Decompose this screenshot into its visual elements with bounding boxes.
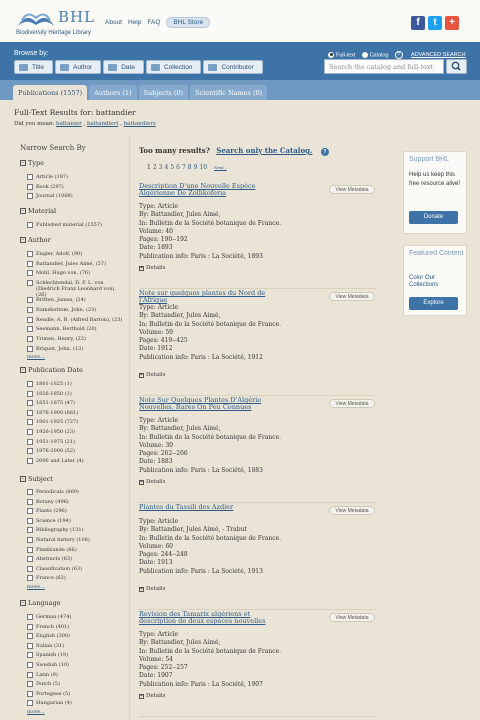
checkbox[interactable] [27, 499, 33, 505]
facet-option-label: Natural history (108) [36, 537, 90, 543]
results-title: Full-Text Results for: battandier [14, 108, 136, 117]
search-catalog-link[interactable]: Search only the Catalog. [216, 146, 313, 155]
metadata-line: Volume: 30 [139, 441, 173, 449]
suggestion-link[interactable]: battandiers [123, 121, 156, 127]
facet-title-label: Type [28, 159, 45, 167]
metadata-line: By: Battandier, Jules Aimé, - Trabut [139, 526, 247, 534]
checkbox[interactable] [27, 662, 33, 668]
support-title: Support BHL [409, 156, 450, 163]
facet-more-link[interactable]: more... [27, 709, 45, 715]
facet-option[interactable] [27, 652, 127, 658]
checkbox[interactable] [27, 419, 33, 425]
metadata-line: By: Battandier, Jules Aimé, [139, 639, 221, 647]
facet-option-label: Italian (31) [36, 642, 65, 649]
metadata-line: By: Battandier, Jules Aimé, [139, 312, 221, 320]
checkbox[interactable] [27, 184, 33, 190]
facet-option-label: Spanish (19) [36, 652, 69, 659]
collapse-toggle-icon[interactable]: − [21, 367, 25, 373]
suggestion-link[interactable]: battandiert [86, 121, 119, 127]
support-box [403, 151, 467, 234]
metadata-line: In: Bulletin de la Société botanique de France. [139, 320, 282, 328]
help-icon[interactable]: ? [395, 51, 403, 59]
checkbox[interactable] [27, 508, 33, 514]
collection-icon [151, 64, 160, 71]
result-metadata [139, 203, 281, 261]
browse-label: Browse by: [14, 50, 49, 57]
facet-option[interactable] [27, 681, 127, 687]
checkbox[interactable] [27, 672, 33, 678]
metadata-line: Date: 1912 [139, 345, 173, 353]
facet-option[interactable] [27, 527, 127, 533]
checkbox[interactable] [27, 527, 33, 533]
facet-option[interactable] [27, 691, 127, 697]
facet-option-label: Schlechtendal, D. F. L. von (Diedrich Franz Leonhard von), (26) [36, 280, 117, 299]
facet-option-label: 1876-1900 (661) [36, 409, 79, 416]
contributor-icon [208, 64, 217, 71]
search-scope [328, 51, 403, 59]
browse-button-label: Collection [163, 63, 193, 71]
facet-subject-heading[interactable] [20, 475, 53, 483]
facet-title-label: Author [28, 236, 51, 244]
facet-option-label: Periodicals (869) [36, 489, 79, 495]
facet-option[interactable] [27, 184, 127, 190]
facet-option-label: Plantkunde (86) [36, 546, 77, 553]
facet-option-label: Book (297) [36, 183, 64, 190]
metadata-line: In: Bulletin de la Société botanique de France. [139, 534, 282, 542]
view-metadata-button[interactable]: View Metadata [329, 506, 375, 515]
metadata-line: Date: 1883 [139, 458, 173, 466]
too-many-results [139, 146, 329, 156]
checkbox[interactable] [27, 261, 33, 267]
result-title-link[interactable]: Note sur quelques plantes du Nord de l'Afrique [139, 289, 266, 304]
facet-option[interactable] [27, 270, 127, 276]
facet-option[interactable] [27, 566, 127, 572]
page-4-link[interactable]: 4 [164, 164, 169, 171]
radio-unselected-icon [362, 52, 368, 58]
did-you-mean: Did you mean: battanier , battandiert , battandiers [14, 121, 156, 127]
browse-buttons [14, 60, 263, 74]
metadata-line: By: Battandier, Jules Aimé, [139, 211, 221, 219]
facet-option[interactable] [27, 280, 127, 298]
checkbox[interactable] [27, 193, 33, 199]
metadata-line: Type: Article [139, 631, 179, 638]
facet-title-label: Language [28, 599, 61, 607]
result-title-link[interactable]: Note Sur Quelques Plantes D'Algérie Nouvelles, Rares On Peu Connues [139, 396, 262, 411]
facet-option-label: Ramsbottom, John, (23) [36, 306, 97, 313]
browse-button-label: Contributor [221, 63, 254, 71]
details-label: Details [146, 479, 166, 485]
facet-option[interactable] [27, 518, 127, 524]
checkbox[interactable] [27, 458, 33, 464]
page-5-link[interactable]: 5 [170, 164, 175, 171]
metadata-line: Publication info: Paris : La Société, 1893 [139, 252, 263, 260]
details-label: Details [146, 372, 166, 378]
facet-option-label: Swedish (10) [36, 662, 70, 668]
facet-option-label: Published material (1557) [36, 222, 102, 228]
nav-help[interactable]: Help [128, 19, 142, 26]
facet-more-link[interactable]: more... [27, 354, 45, 361]
facet-option[interactable] [27, 448, 127, 454]
view-metadata-button[interactable]: View Metadata [329, 292, 375, 301]
facet-option-label: Seemann, Berthold (20) [36, 326, 97, 333]
twitter-icon[interactable]: t [428, 16, 442, 30]
checkbox[interactable] [27, 317, 33, 323]
page-3-link[interactable]: 3 [158, 164, 163, 171]
checkbox[interactable] [27, 575, 33, 581]
facet-option[interactable] [27, 336, 127, 342]
details-label: Details [146, 265, 166, 271]
facet-option-label: Portugese (5) [36, 690, 71, 697]
metadata-line: In: Bulletin de la Société botanique de France. [139, 647, 282, 655]
checkbox[interactable] [27, 400, 33, 406]
facet-option[interactable] [27, 458, 127, 464]
featured-link[interactable]: Color Our Collections [409, 275, 439, 288]
too-many-label: Too many results? [139, 146, 210, 155]
next-page-link[interactable]: Next › [214, 165, 227, 170]
checkbox[interactable] [27, 633, 33, 639]
details-toggle[interactable] [139, 372, 166, 378]
result-metadata [139, 417, 281, 475]
radio-fulltext-label: Full-text [336, 52, 356, 59]
checkbox[interactable] [27, 326, 33, 332]
facet-option-label: English (300) [36, 633, 71, 640]
checkbox[interactable] [27, 489, 33, 495]
facet-option-label: 1951-1975 (21) [36, 438, 75, 445]
details-toggle[interactable] [139, 693, 166, 699]
metadata-line: Volume: 59 [139, 328, 173, 336]
checkbox[interactable] [27, 346, 33, 352]
facet-option-label: Latin (9) [36, 671, 58, 678]
result-item [139, 290, 377, 396]
expand-plus-icon: + [140, 585, 143, 592]
facet-option-label: 1851-1875 (47) [36, 400, 75, 407]
radio-catalog-label: Catalog [369, 52, 389, 59]
checkbox[interactable] [27, 429, 33, 435]
checkbox[interactable] [27, 537, 33, 543]
result-title-link[interactable]: Plantes du Tassili des Azdjer [139, 503, 234, 511]
facet-option[interactable] [27, 662, 127, 668]
facet-option[interactable] [27, 537, 127, 543]
nav-faq[interactable]: FAQ [147, 19, 161, 26]
metadata-line: Date: 1907 [139, 672, 173, 680]
metadata-line: By: Battandier, Jules Aimé, [139, 425, 221, 433]
facet-option-label: Bibliography (131) [36, 527, 84, 534]
result-item [139, 611, 377, 717]
help-icon[interactable]: ? [321, 148, 329, 156]
facet-option-label: Trimen, Henry, (22) [36, 335, 86, 342]
site-header [0, 0, 480, 42]
author-icon [60, 64, 69, 71]
details-toggle[interactable] [139, 586, 166, 592]
date-icon [108, 64, 117, 71]
checkbox[interactable] [27, 174, 33, 180]
browse-author-button[interactable] [55, 60, 101, 74]
facet-option[interactable] [27, 222, 127, 228]
expand-plus-icon: + [140, 371, 143, 378]
checkbox[interactable] [27, 614, 33, 620]
facet-option-label: Journal (1068) [36, 193, 73, 199]
facet-option[interactable] [27, 251, 127, 257]
checkbox[interactable] [27, 700, 33, 706]
facet-option[interactable] [27, 346, 127, 352]
facet-option-label: 2000 and Later (4) [36, 457, 84, 464]
facet-option[interactable] [27, 174, 127, 180]
facet-option-label: Article (187) [36, 174, 69, 180]
metadata-line: Type: Article [139, 304, 179, 311]
facet-option[interactable] [27, 439, 127, 445]
facet-option[interactable] [27, 672, 127, 678]
facet-option-label: Rendle, A. B. (Alfred Barton), (23) [36, 316, 123, 323]
nav-about[interactable]: About [105, 19, 122, 26]
facet-option[interactable] [27, 614, 127, 620]
search-input[interactable]: Search the catalog and full-text [324, 59, 444, 74]
collapse-toggle-icon[interactable]: − [21, 237, 25, 243]
facet-option-label: 1976-2000 (52) [36, 448, 75, 455]
tab-subjects[interactable]: Subjects (0) [139, 85, 189, 100]
collapse-toggle-icon[interactable]: − [21, 476, 25, 482]
checkbox[interactable] [27, 280, 33, 286]
checkbox[interactable] [27, 643, 33, 649]
facet-option-label: France (63) [36, 575, 66, 582]
facet-option[interactable] [27, 643, 127, 649]
checkbox[interactable] [27, 270, 33, 276]
page-10-link[interactable]: 10 [199, 164, 208, 171]
metadata-line: In: Bulletin de la Société botanique de France. [139, 433, 282, 441]
metadata-line: Date: 1913 [139, 559, 173, 567]
browse-collection-button[interactable] [146, 60, 202, 74]
facet-option-label: Briquet, John, (13) [36, 345, 84, 352]
result-item [139, 397, 377, 503]
details-toggle[interactable] [139, 479, 166, 485]
radio-fulltext[interactable] [328, 52, 356, 58]
checkbox[interactable] [27, 566, 33, 572]
facet-option-label: German (474) [36, 614, 72, 620]
metadata-line: Volume: 60 [139, 542, 173, 550]
page-9-link[interactable]: 9 [193, 164, 198, 171]
collapse-toggle-icon[interactable]: − [21, 160, 25, 166]
page-6-link[interactable]: 6 [176, 164, 180, 171]
checkbox[interactable] [27, 547, 33, 553]
browse-button-label: Title [32, 63, 45, 71]
page-7-link[interactable]: 7 [181, 164, 186, 171]
support-text: Help us keep this free resource alive! [409, 172, 461, 187]
facet-option[interactable] [27, 391, 127, 397]
logo-subtitle: Biodiversity Heritage Library [16, 30, 92, 36]
browse-button-label: Date [121, 63, 135, 71]
metadata-line: Publication info: Paris : La Société, 1912 [139, 353, 263, 361]
facet-option-label: 1801-1825 (1) [36, 381, 72, 387]
metadata-line: Publication info: Paris : La Société, 1883 [139, 466, 263, 474]
checkbox[interactable] [27, 251, 33, 257]
result-title-link[interactable]: Revision des Tamarix algériens et description de deux espèces nouvelles [139, 610, 266, 625]
facet-option-label: Britten, James, (24) [36, 297, 86, 304]
result-metadata [139, 631, 281, 689]
details-label: Details [146, 693, 166, 699]
facet-option[interactable] [27, 489, 127, 495]
tab-scientific[interactable]: Scientific Names (0) [190, 85, 267, 100]
result-metadata [139, 518, 281, 576]
result-metadata [139, 304, 281, 362]
checkbox[interactable] [27, 624, 33, 630]
facet-option[interactable] [27, 700, 127, 706]
radio-catalog[interactable] [362, 52, 389, 58]
facet-type-heading[interactable] [20, 159, 44, 167]
details-toggle[interactable] [139, 265, 166, 271]
details-label: Details [146, 586, 166, 592]
explore-button[interactable]: Explore [409, 297, 458, 310]
facet-option[interactable] [27, 297, 127, 303]
metadata-line: Volume: 54 [139, 655, 173, 663]
facet-option-label: Dutch (5) [36, 681, 60, 688]
metadata-line: In: Bulletin de la Société botanique de France. [139, 219, 282, 227]
search-button[interactable] [446, 59, 467, 74]
expand-plus-icon: + [140, 264, 143, 271]
metadata-line: Date: 1893 [139, 244, 173, 252]
browse-contributor-button[interactable] [203, 60, 262, 74]
facet-option[interactable] [27, 193, 127, 199]
facet-option[interactable] [27, 429, 127, 435]
browse-title-button[interactable] [14, 60, 53, 74]
view-metadata-button[interactable]: View Metadata [329, 185, 375, 194]
expand-plus-icon: + [140, 692, 143, 699]
facet-author-heading[interactable] [20, 236, 51, 244]
checkbox[interactable] [27, 336, 33, 342]
facet-option-label: Abstracts (83) [36, 556, 72, 563]
facet-option-label: French (401) [36, 623, 70, 630]
tab-authors[interactable]: Authors (1) [89, 85, 136, 100]
facet-option[interactable] [27, 317, 127, 323]
result-item [139, 504, 377, 610]
featured-title: Featured Content [409, 250, 464, 257]
donate-button[interactable]: Donate [409, 211, 458, 224]
facet-option-label: Classification (63) [36, 565, 82, 572]
facebook-icon[interactable]: f [411, 16, 425, 30]
facet-sidebar [14, 136, 130, 720]
pagination [147, 164, 227, 171]
page-2-link[interactable]: 2 [152, 164, 157, 171]
facet-option[interactable] [27, 633, 127, 639]
checkbox[interactable] [27, 297, 33, 303]
metadata-line: Pages: 419--425 [139, 337, 188, 345]
view-metadata-button[interactable]: View Metadata [329, 399, 375, 408]
facet-title-label: Publication Date [28, 366, 83, 374]
did-you-mean-label: Did you mean: [14, 121, 55, 127]
facet-option-label: 1926-1950 (23) [36, 429, 75, 435]
facet-option[interactable] [27, 326, 127, 332]
advanced-search-link[interactable]: ADVANCED SEARCH [411, 52, 466, 58]
view-metadata-button[interactable]: View Metadata [329, 613, 375, 622]
checkbox[interactable] [27, 391, 33, 397]
facet-option[interactable] [27, 575, 127, 581]
suggestion-link[interactable]: battanier [56, 121, 82, 127]
facet-option[interactable] [27, 624, 127, 630]
open-book-logo-icon [16, 8, 56, 28]
collapse-toggle-icon[interactable]: − [21, 600, 25, 606]
page-8-link[interactable]: 8 [187, 164, 192, 171]
results-tabs [13, 85, 267, 100]
facet-option[interactable] [27, 547, 127, 553]
checkbox[interactable] [27, 652, 33, 658]
metadata-line: Publication info: Paris : La Société, 1913 [139, 567, 263, 575]
top-nav [105, 17, 210, 28]
metadata-line: Pages: 262--266 [139, 450, 188, 458]
metadata-line: Pages: 252--257 [139, 664, 188, 672]
sidebar-heading: Narrow Search By [20, 144, 86, 152]
facet-option-label: Science (194) [36, 517, 71, 524]
facet-more-link[interactable]: more... [27, 584, 45, 590]
checkbox[interactable] [27, 410, 33, 416]
social-links [411, 16, 459, 30]
checkbox[interactable] [27, 439, 33, 445]
facet-option-label: 1901-1925 (727) [36, 419, 79, 426]
title-icon [19, 64, 28, 71]
facet-option[interactable] [27, 400, 127, 406]
metadata-line: Pages: 244--248 [139, 551, 188, 559]
facet-option-label: Hungarian (4) [36, 700, 72, 707]
facet-publication-date-heading[interactable] [20, 366, 83, 374]
checkbox[interactable] [27, 448, 33, 454]
logo-text: BHL [58, 8, 96, 26]
facet-title-label: Subject [28, 475, 53, 483]
checkbox[interactable] [27, 381, 33, 387]
facet-option[interactable] [27, 508, 127, 514]
page-1-link[interactable]: 1 [147, 164, 151, 171]
browse-date-button[interactable] [103, 60, 144, 74]
radio-selected-icon [328, 52, 334, 58]
facet-option-label: 1826-1850 (1) [36, 390, 72, 397]
facet-option[interactable] [27, 419, 127, 425]
checkbox[interactable] [27, 691, 33, 697]
expand-plus-icon: + [140, 478, 143, 485]
facet-material-heading[interactable] [20, 207, 56, 215]
checkbox[interactable] [27, 222, 33, 228]
tab-publications[interactable]: Publications (1557) [13, 85, 87, 100]
result-title-link[interactable]: Description D'une Nouvelle Espèce Algérienne De Zollikoferia [139, 182, 256, 197]
facet-option[interactable] [27, 381, 127, 387]
checkbox[interactable] [27, 518, 33, 524]
facet-option[interactable] [27, 556, 127, 562]
browse-button-label: Author [73, 63, 93, 71]
metadata-line: Type: Article [139, 203, 179, 210]
metadata-line: Type: Article [139, 417, 179, 424]
collapse-toggle-icon[interactable]: − [21, 208, 25, 214]
facet-language-heading[interactable] [20, 599, 61, 607]
facet-option[interactable] [27, 261, 127, 267]
checkbox[interactable] [27, 307, 33, 313]
facet-option-label: Battandier, Jules Aimé, (57) [36, 260, 106, 267]
facet-option-label: Botany (496) [36, 498, 69, 505]
metadata-line: Publication info: Paris : La Société, 1907 [139, 680, 263, 688]
metadata-line: Type: Article [139, 518, 179, 525]
featured-box [403, 245, 467, 316]
facet-option[interactable] [27, 307, 127, 313]
metadata-line: Volume: 40 [139, 227, 173, 235]
checkbox[interactable] [27, 556, 33, 562]
facet-option-label: Engler, Adolf, (90) [36, 251, 83, 257]
facet-option[interactable] [27, 410, 127, 416]
bhl-store-button[interactable]: BHL Store [166, 17, 210, 28]
facet-option-label: Mohl, Hugo von, (76) [36, 270, 91, 277]
result-item [139, 183, 377, 289]
facet-title-label: Material [28, 207, 57, 215]
share-plus-icon[interactable]: + [445, 16, 459, 30]
facet-option-label: Plants (296) [36, 508, 67, 515]
metadata-line: Pages: 190--192 [139, 236, 188, 244]
checkbox[interactable] [27, 681, 33, 687]
facet-option[interactable] [27, 499, 127, 505]
magnifier-icon [447, 60, 466, 73]
